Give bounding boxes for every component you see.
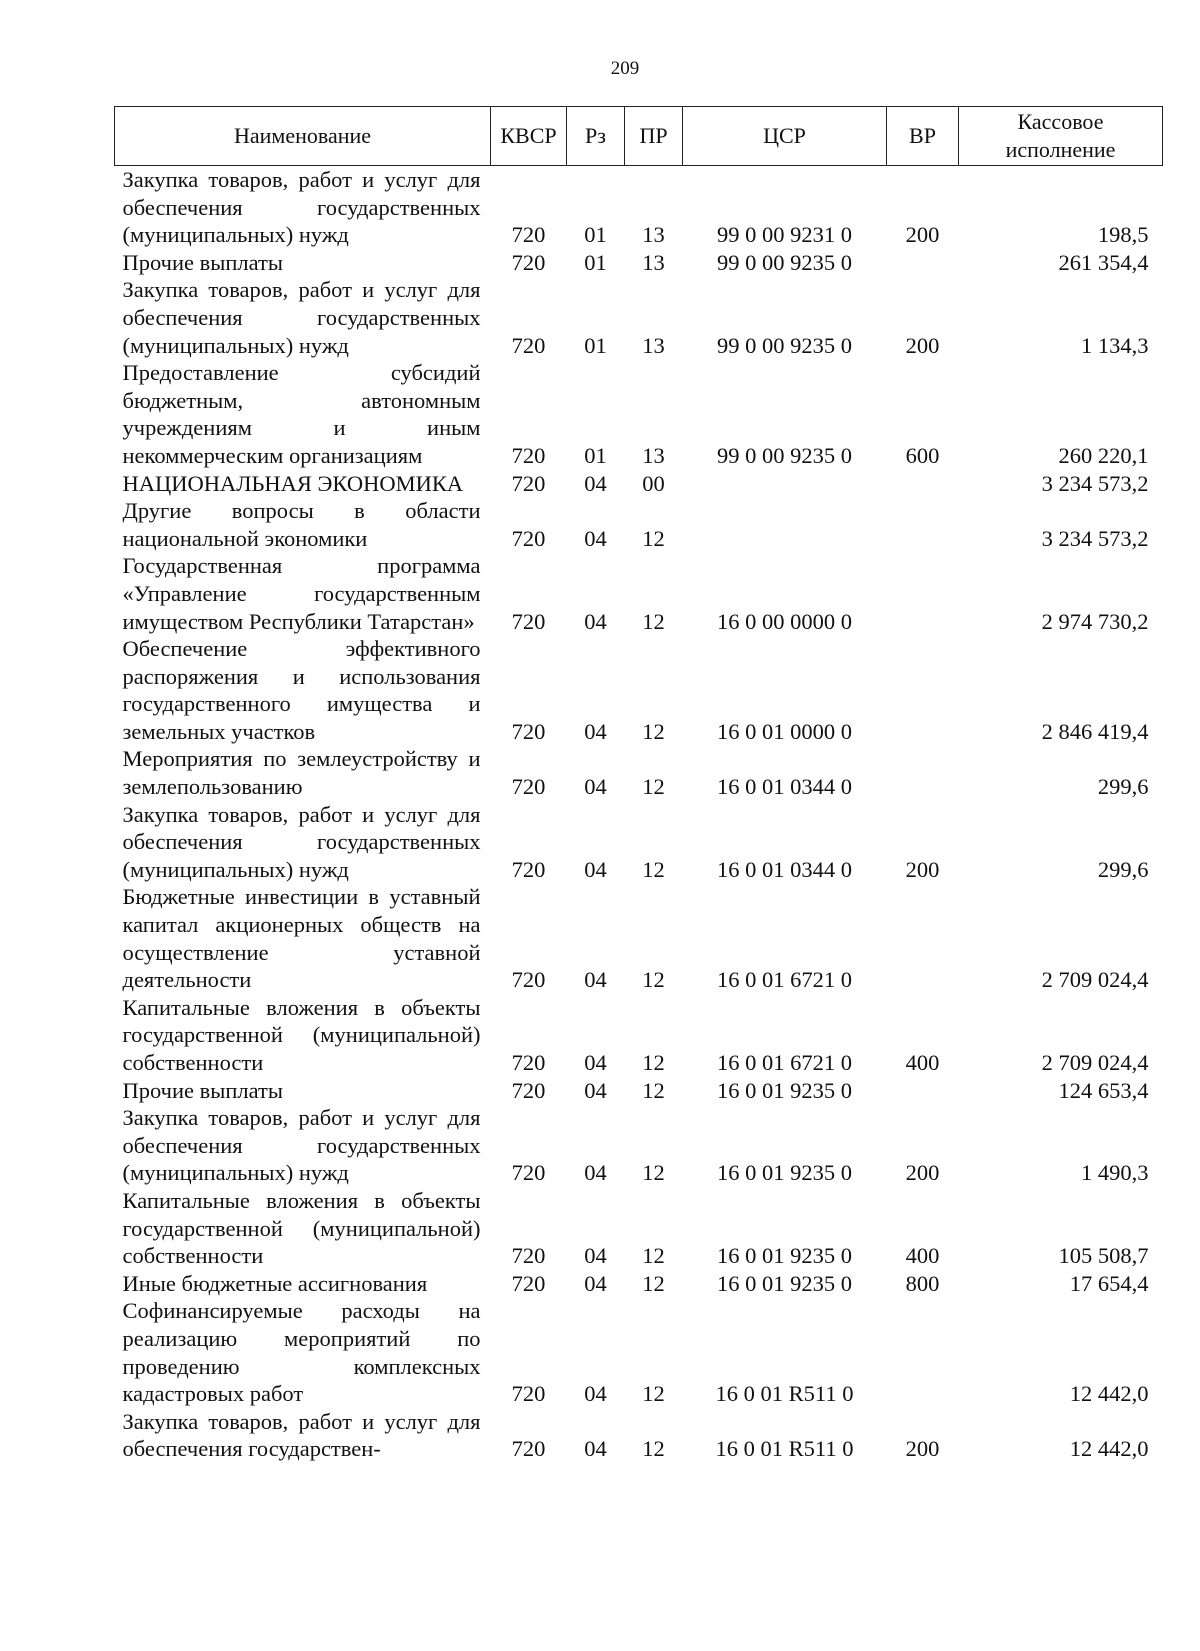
row-pr: 12 (642, 1243, 665, 1269)
row-sum: 12 442,0 (1069, 1381, 1149, 1407)
row-vr (887, 1297, 959, 1407)
row-name: Закупка товаров, работ и услуг для обеспечения государственных (муниципальных) нужд (122, 801, 481, 882)
row-sum: 198,5 (1097, 222, 1149, 248)
row-rz: 04 (584, 1243, 607, 1269)
row-csr: 99 0 00 9235 0 (717, 332, 852, 358)
row-sum: 2 709 024,4 (1041, 1050, 1149, 1075)
row-name: Закупка товаров, работ и услуг для обеспечения государственных (муниципальных) нужд (122, 277, 481, 358)
row-csr: 16 0 01 9235 0 (717, 1243, 852, 1269)
header-kvsr: КВСР (491, 107, 567, 166)
table-row (115, 1408, 1163, 1463)
row-name: Бюджетные инвестиции в уставный капитал акционерных обществ на осуществление уставной деятельности (122, 884, 481, 993)
row-sum: 17 654,4 (1069, 1270, 1149, 1296)
row-name: Иные бюджетные ассигнования (122, 1270, 428, 1296)
table-body (115, 166, 1163, 1463)
row-sum: 260 220,1 (1058, 442, 1149, 468)
row-kvsr: 720 (511, 249, 546, 275)
row-csr: 16 0 01 9235 0 (717, 1077, 852, 1103)
table-row (115, 497, 1163, 552)
row-kvsr: 720 (511, 1050, 546, 1075)
row-sum: 124 653,4 (1058, 1077, 1149, 1103)
row-vr: 200 (905, 332, 940, 358)
row-rz: 04 (584, 774, 607, 800)
row-rz: 04 (584, 1381, 607, 1407)
row-pr: 12 (642, 525, 665, 551)
row-rz: 01 (584, 442, 607, 468)
row-pr: 12 (642, 856, 665, 882)
row-rz: 04 (584, 608, 607, 634)
row-rz: 04 (584, 1077, 607, 1103)
row-vr (887, 883, 959, 993)
row-rz: 04 (584, 718, 607, 744)
row-pr: 00 (642, 470, 665, 496)
table-row (115, 1270, 1163, 1298)
row-sum: 12 442,0 (1069, 1436, 1149, 1462)
table-row (115, 359, 1163, 469)
row-name: Обеспечение эффективного распоряжения и использования государственного имущества и земельных участков (122, 636, 481, 744)
row-vr: 600 (905, 442, 940, 468)
row-name: НАЦИОНАЛЬНАЯ ЭКОНОМИКА (122, 470, 464, 496)
page-number: 209 (610, 58, 640, 79)
row-rz: 04 (584, 1160, 607, 1186)
row-pr: 12 (642, 718, 665, 744)
row-pr: 12 (642, 1381, 665, 1407)
row-sum: 105 508,7 (1058, 1243, 1149, 1269)
row-pr: 12 (642, 1270, 665, 1296)
row-pr: 12 (642, 967, 665, 993)
row-rz: 04 (584, 967, 607, 993)
row-kvsr: 720 (511, 470, 546, 496)
row-rz: 01 (584, 249, 607, 275)
table-row (115, 1187, 1163, 1270)
row-vr: 200 (905, 1436, 940, 1462)
row-rz: 04 (584, 525, 607, 551)
header-pr: ПР (625, 107, 683, 166)
row-sum: 3 234 573,2 (1041, 470, 1149, 496)
row-vr (887, 552, 959, 635)
row-kvsr: 720 (511, 442, 546, 468)
row-sum: 1 490,3 (1081, 1160, 1149, 1186)
row-sum: 261 354,4 (1058, 249, 1149, 275)
row-csr: 99 0 00 9235 0 (717, 442, 852, 468)
table-row (115, 470, 1163, 498)
row-pr: 12 (642, 1436, 665, 1462)
row-kvsr: 720 (511, 856, 546, 882)
header-csr: ЦСР (683, 107, 887, 166)
row-kvsr: 720 (511, 1381, 546, 1407)
row-kvsr: 720 (511, 774, 546, 800)
row-csr: 16 0 01 6721 0 (717, 1050, 852, 1075)
row-csr: 16 0 01 9235 0 (717, 1270, 852, 1296)
row-name: Закупка товаров, работ и услуг для обеспечения государственных (муниципальных) нужд (122, 1105, 481, 1186)
row-vr (887, 249, 959, 277)
row-pr: 12 (642, 1050, 665, 1075)
row-kvsr: 720 (511, 608, 546, 634)
row-pr: 12 (642, 1160, 665, 1186)
row-name: Прочие выплаты (122, 249, 283, 275)
row-vr: 200 (905, 222, 940, 248)
row-kvsr: 720 (511, 525, 546, 551)
row-pr: 13 (642, 442, 665, 468)
table-row (115, 276, 1163, 359)
row-sum: 299,6 (1097, 774, 1149, 800)
row-csr: 16 0 01 0344 0 (717, 856, 852, 882)
row-vr: 800 (905, 1270, 940, 1296)
row-name: Софинансируемые расходы на реализацию мероприятий по проведению комплексных кадастровых работ (122, 1298, 481, 1407)
table-row (115, 166, 1163, 249)
row-csr: 16 0 00 0000 0 (717, 608, 852, 634)
table-row (115, 1297, 1163, 1407)
row-kvsr: 720 (511, 1243, 546, 1269)
row-kvsr: 720 (511, 332, 546, 358)
row-name: Государственная программа «Управление государственным имуществом Республики Татарстан» (122, 553, 481, 634)
header-name: Наименование (115, 107, 491, 166)
row-name: Капитальные вложения в объекты государственной (муниципальной) собственности (122, 994, 481, 1075)
table-row (115, 1077, 1163, 1105)
row-sum: 1 134,3 (1081, 332, 1149, 358)
row-vr: 400 (905, 1243, 940, 1269)
row-name: Другие вопросы в области национальной экономики (122, 498, 481, 551)
row-csr: 16 0 01 0344 0 (717, 774, 852, 800)
table-row (115, 801, 1163, 884)
row-name: Закупка товаров, работ и услуг для обеспечения государствен- (122, 1408, 481, 1462)
row-sum: 3 234 573,2 (1041, 525, 1149, 551)
row-kvsr: 720 (511, 967, 546, 993)
row-csr: 16 0 01 9235 0 (717, 1160, 852, 1186)
row-vr (887, 470, 959, 498)
row-vr (887, 745, 959, 800)
budget-table (114, 106, 1163, 1463)
row-sum: 2 974 730,2 (1041, 608, 1149, 634)
row-vr (887, 497, 959, 552)
row-csr: 16 0 01 R511 0 (715, 1436, 854, 1462)
row-csr: 99 0 00 9235 0 (717, 249, 852, 275)
table-row (115, 883, 1163, 993)
row-csr: 99 0 00 9231 0 (717, 222, 852, 248)
table-row (115, 635, 1163, 745)
row-name: Прочие выплаты (122, 1077, 283, 1103)
row-csr: 16 0 01 R511 0 (715, 1381, 854, 1407)
row-kvsr: 720 (511, 718, 546, 744)
row-rz: 04 (584, 1050, 607, 1075)
row-kvsr: 720 (511, 1160, 546, 1186)
table-row (115, 249, 1163, 277)
table-row (115, 994, 1163, 1077)
row-pr: 13 (642, 249, 665, 275)
row-vr: 200 (905, 856, 940, 882)
row-vr (887, 1077, 959, 1105)
row-rz: 01 (584, 332, 607, 358)
row-vr (887, 635, 959, 745)
row-rz: 04 (584, 1436, 607, 1462)
row-kvsr: 720 (511, 1270, 546, 1296)
row-vr: 400 (905, 1050, 940, 1075)
row-csr (683, 470, 887, 498)
row-vr: 200 (905, 1160, 940, 1186)
row-kvsr: 720 (511, 1077, 546, 1103)
row-name: Предоставление субсидий бюджетным, автономным учреждениям и иным некоммерческим организациям (122, 360, 481, 468)
header-vr: ВР (887, 107, 959, 166)
row-rz: 04 (584, 1270, 607, 1296)
row-kvsr: 720 (511, 222, 546, 248)
row-csr (683, 497, 887, 552)
table-row (115, 1104, 1163, 1187)
row-pr: 13 (642, 222, 665, 248)
row-name: Капитальные вложения в объекты государственной (муниципальной) собственности (122, 1187, 481, 1269)
row-sum: 299,6 (1097, 856, 1149, 882)
row-pr: 12 (642, 774, 665, 800)
row-csr: 16 0 01 6721 0 (717, 967, 852, 993)
row-pr: 12 (642, 1077, 665, 1103)
table-row (115, 552, 1163, 635)
row-csr: 16 0 01 0000 0 (717, 718, 852, 744)
table-row (115, 745, 1163, 800)
row-pr: 12 (642, 608, 665, 634)
row-name: Закупка товаров, работ и услуг для обеспечения государственных (муниципальных) нужд (122, 167, 481, 248)
row-rz: 04 (584, 856, 607, 882)
row-sum: 2 846 419,4 (1041, 718, 1149, 744)
row-sum: 2 709 024,4 (1041, 967, 1149, 993)
row-rz: 01 (584, 222, 607, 248)
row-pr: 13 (642, 332, 665, 358)
row-kvsr: 720 (511, 1436, 546, 1462)
header-rz: Рз (567, 107, 625, 166)
table-header (115, 107, 1163, 166)
header-sum: Кассовое исполнение (959, 107, 1163, 166)
row-name: Мероприятия по землеустройству и землепользованию (122, 746, 481, 800)
row-rz: 04 (584, 470, 607, 496)
